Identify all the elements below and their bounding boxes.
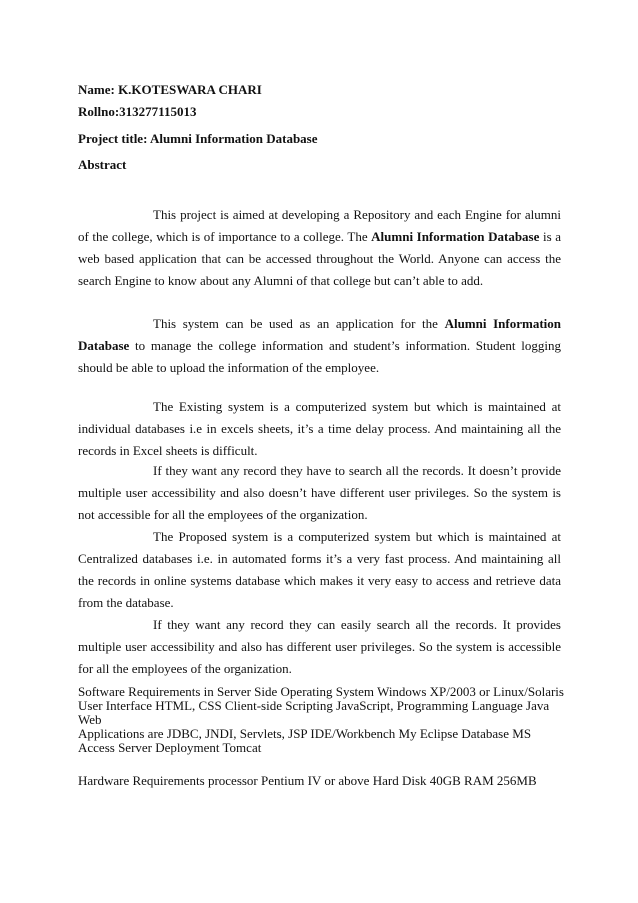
paragraph-3-text: The Existing system is a computerized system but which is maintained at individual databases i.e in excels sheets, it’s a time delay process. And maintaining all the records in Excel sheets is difficult. [78,399,561,458]
paragraph-5 [78,526,561,614]
paragraph-2-emphasis: Alumni Information Database [78,316,561,353]
paragraph-6-text: If they want any record they can easily search all the records. It provides multiple user accessibility and also has different user privileges. So the system is accessible for all the employees of the organization. [78,617,561,676]
roll-number: Rollno:313277115013 [78,104,197,119]
paragraph-6 [78,614,561,680]
hardware-requirements: Hardware Requirements processor Pentium IV or above Hard Disk 40GB RAM 256MB [78,773,537,788]
paragraph-2 [78,313,561,379]
software-requirements: Software Requirements in Server Side Operating System Windows XP/2003 or Linux/Solaris User Interface HTML, CSS Client-side Scripting JavaScript, Programming Language Java Web Applications are JDBC, JNDI, Servlets, JSP IDE/Workbench My Eclipse Database MS Access Server Deployment Tomcat [78,684,564,755]
project-title: Project title: Alumni Information Database [78,131,318,146]
paragraph-4 [78,460,561,526]
paragraph-1-text-a: This project is aimed at developing a Repository and each Engine for alumni of the college, which is of importance to a college. The [78,207,561,244]
student-name: Name: K.KOTESWARA CHARI [78,82,262,97]
paragraph-1-text-c: is a web based application that can be accessed throughout the World. Anyone can access the search Engine to know about any Alumni of that college but can’t able to add. [78,229,561,288]
paragraph-1-emphasis: Alumni Information Database [371,229,540,244]
paragraph-1 [78,204,561,292]
paragraph-3 [78,396,561,462]
paragraph-5-text: The Proposed system is a computerized system but which is maintained at Centralized databases i.e. in automated forms it’s a very fast process. And maintaining all the records in online systems database which makes it very easy to access and retrieve data from the database. [78,529,561,610]
paragraph-2-text-a: This system can be used as an application for the [153,316,445,331]
paragraph-2-text-c: to manage the college information and student’s information. Student logging should be able to upload the information of the employee. [78,338,561,375]
paragraph-4-text: If they want any record they have to search all the records. It doesn’t provide multiple user accessibility and also doesn’t have different user privileges. So the system is not accessible for all the employees of the organization. [78,463,561,522]
abstract-heading: Abstract [78,157,127,172]
